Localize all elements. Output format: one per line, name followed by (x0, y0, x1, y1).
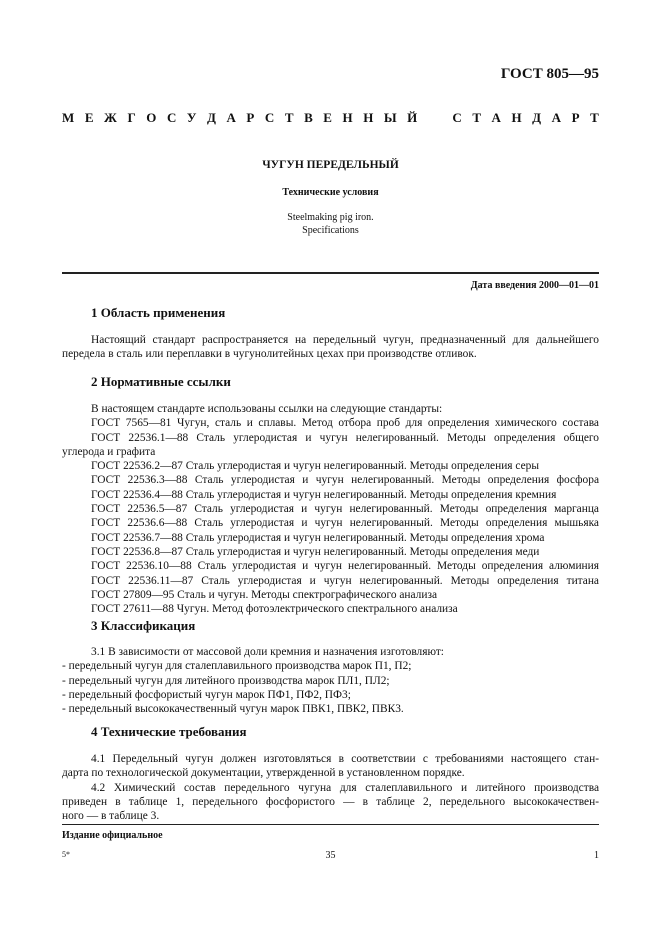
text-line: дарта по технологической документации, утвержденной в установленном порядке. (62, 767, 465, 780)
text-line: ГОСТ 22536.5—87 Сталь углеродистая и чугун нелегированный. Методы определения марганца (91, 503, 599, 516)
banner-letter: Т (284, 110, 294, 125)
text-line: углерода и графита (62, 445, 156, 458)
banner-letter: Д (532, 110, 542, 125)
document-title: ЧУГУН ПЕРЕДЕЛЬНЫЙ (262, 159, 399, 171)
section-1-heading: 1 Область применения (91, 305, 226, 320)
text-line: ного — в таблице 3. (62, 810, 160, 823)
text-line: ГОСТ 27809—95 Сталь и чугун. Методы спектрографического анализа (91, 588, 438, 601)
section-4-body (62, 752, 599, 823)
footer-rule (62, 824, 599, 825)
banner-letter: Е (323, 110, 332, 125)
banner-letter: Н (363, 110, 374, 125)
document-subtitle: Технические условия (282, 187, 379, 198)
section-3-body (62, 645, 599, 716)
standard-code: ГОСТ 805—95 (500, 66, 599, 82)
text-line: передела в сталь или переплавки в чугунолитейных цехах при производстве отливок. (62, 348, 477, 361)
intro-date: Дата введения 2000—01—01 (470, 280, 599, 291)
text-line: В настоящем стандарте использованы ссылки на следующие стандарты: (91, 403, 443, 415)
text-line: ГОСТ 22536.3—88 Сталь углеродистая и чугун нелегированный. Методы определения фосфора (91, 474, 599, 487)
banner-letter: Р (246, 110, 255, 125)
banner-letter: С (264, 110, 275, 125)
banner-letter: Е (84, 110, 94, 125)
text-line: ГОСТ 22536.7—88 Сталь углеродистая и чугун нелегированный. Методы определения хрома (91, 531, 545, 544)
banner-letter: Н (342, 110, 353, 125)
banner-letter: Т (590, 110, 599, 125)
banner-letter: Г (127, 110, 136, 125)
english-title (0, 211, 661, 237)
banner-letter: Й (407, 110, 418, 125)
banner-letter: Т (472, 110, 481, 125)
banner-letter: Н (511, 110, 522, 125)
banner-letter: Ж (104, 110, 117, 125)
list-item: - передельный чугун для литейного производства марок ПЛ1, ПЛ2; (62, 674, 390, 687)
list-item: - передельный чугун для сталеплавильного производства марок П1, П2; (62, 660, 412, 673)
banner-letter: А (491, 110, 501, 125)
text-line: ГОСТ 27611—88 Чугун. Метод фотоэлектрического спектрального анализа (91, 603, 458, 616)
section-2-heading: 2 Нормативные ссылки (91, 374, 231, 389)
section-2-body (62, 402, 599, 616)
banner-letter: С (452, 110, 462, 125)
text-line: ГОСТ 22536.6—88 Сталь углеродистая и чугун нелегированный. Методы определения мышьяка (91, 517, 599, 530)
text-line: 3.1 В зависимости от массовой доли кремния и назначения изготовляют: (91, 646, 444, 658)
english-title-line-1: Steelmaking pig iron. (287, 212, 374, 223)
banner-letter: Ы (383, 110, 397, 125)
banner-letter: Д (206, 110, 216, 125)
page-number: 35 (325, 850, 336, 861)
official-edition-label: Издание официальное (62, 830, 163, 841)
banner-letter: М (62, 110, 75, 125)
header-rule (62, 272, 599, 274)
text-line: ГОСТ 22536.8—87 Сталь углеродистая и чугун нелегированный. Методы определения меди (91, 545, 540, 558)
interstate-standard-banner (62, 110, 599, 126)
list-item: - передельный высококачественный чугун марок ПВК1, ПВК2, ПВК3. (62, 703, 404, 716)
banner-letter: О (146, 110, 157, 125)
text-line: 4.2 Химический состав передельного чугуна для сталеплавильного и литейного производства (91, 781, 599, 794)
section-1-body (62, 333, 599, 362)
text-line: 4.1 Передельный чугун должен изготовляться в соответствии с требованиями настоящего стан- (91, 753, 599, 765)
text-line: ГОСТ 22536.4—88 Сталь углеродистая и чугун нелегированный. Методы определения кремния (91, 488, 557, 501)
section-3-heading: 3 Классификация (91, 618, 196, 633)
text-line: ГОСТ 7565—81 Чугун, сталь и сплавы. Метод отбора проб для определения химического состава (91, 417, 599, 430)
banner-letter: А (551, 110, 562, 125)
sheet-number: 1 (594, 850, 599, 861)
banner-letter: Р (571, 110, 580, 125)
banner-gap (428, 110, 442, 126)
banner-letter: С (166, 110, 177, 125)
text-line: ГОСТ 22536.2—87 Сталь углеродистая и чугун нелегированный. Методы определения серы (91, 460, 539, 473)
banner-letter: А (226, 110, 236, 125)
banner-letter: У (186, 110, 197, 125)
text-line: приведен в таблице 1, передельного фосфористого — в таблице 2, передельного высококачествен- (62, 795, 599, 808)
text-line: ГОСТ 22536.11—87 Сталь углеродистая и чугун нелегированный. Методы определения титана (91, 574, 599, 587)
section-4-heading: 4 Технические требования (91, 724, 247, 739)
english-title-line-2: Specifications (302, 225, 359, 236)
text-line: Настоящий стандарт распространяется на передельный чугун, предназначенный для дальнейшего (91, 334, 599, 346)
signature-mark: 5* (62, 850, 70, 859)
list-item: - передельный фосфористый чугун марок ПФ1, ПФ2, ПФ3; (62, 688, 351, 701)
text-line: ГОСТ 22536.1—88 Сталь углеродистая и чугун нелегированный. Методы определения общего (91, 431, 599, 444)
text-line: ГОСТ 22536.10—88 Сталь углеродистая и чугун нелегированный. Методы определения алюминия (91, 560, 599, 573)
banner-letter: В (304, 110, 313, 125)
